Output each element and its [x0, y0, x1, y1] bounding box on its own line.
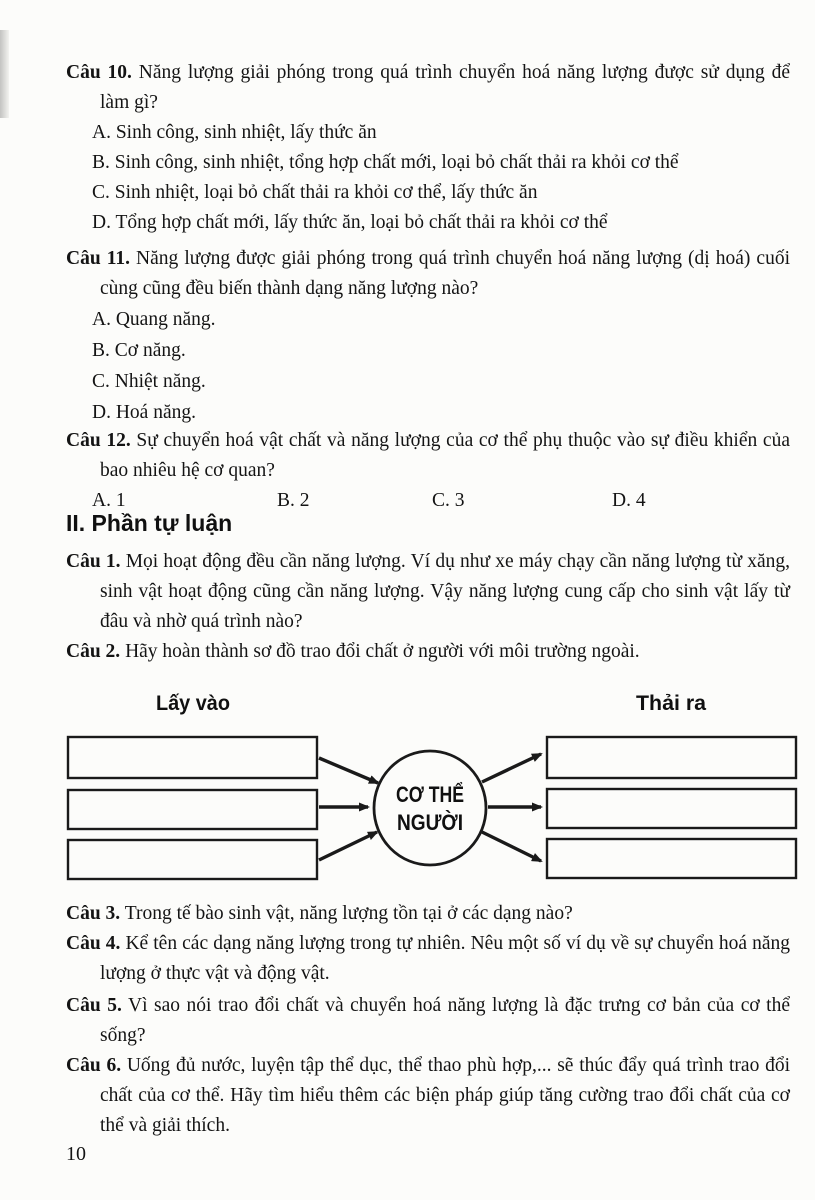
- question-essay-5: [66, 991, 790, 1051]
- arrow-intake-1: [319, 758, 378, 783]
- question-essay-3: [66, 899, 790, 929]
- scan-artifact: [0, 30, 9, 118]
- question-body: Sự chuyển hoá vật chất và năng lượng của cơ thể phụ thuộc vào sự điều khiển của bao nhiêu hệ cơ quan?: [100, 430, 790, 481]
- excrete-box-2: [547, 789, 796, 828]
- page-number: 10: [66, 1143, 86, 1165]
- question-text: [66, 426, 790, 486]
- excrete-box-1: [547, 737, 796, 778]
- question-cau-12: [66, 426, 790, 516]
- question-body: Năng lượng giải phóng trong quá trình chuyển hoá năng lượng được sử dụng để làm gì?: [100, 62, 790, 113]
- human-body-circle: [374, 751, 486, 865]
- option-list: [66, 118, 790, 238]
- question-text: [66, 899, 790, 929]
- excrete-label: Thải ra: [636, 691, 708, 715]
- question-label: Câu 4.: [66, 933, 121, 954]
- question-text: [66, 547, 790, 637]
- question-essay-4: [66, 929, 790, 989]
- option-b: B. 2: [277, 490, 310, 511]
- option-c: C. Nhiệt năng.: [92, 371, 206, 392]
- question-body: Vì sao nói trao đổi chất và chuyển hoá năng lượng là đặc trưng cơ bản của cơ thể sống?: [100, 995, 791, 1046]
- question-cau-11: [66, 244, 790, 428]
- question-label: Câu 6.: [66, 1055, 122, 1076]
- intake-box-1: [68, 737, 317, 778]
- human-body-label-line2: NGƯỜI: [397, 810, 463, 835]
- question-essay-6: [66, 1051, 790, 1141]
- question-text: [66, 58, 790, 118]
- option-list: [66, 304, 790, 428]
- question-text: [66, 244, 790, 304]
- question-essay-2: [66, 637, 790, 667]
- option-d: D. Hoá năng.: [92, 402, 196, 423]
- question-label: Câu 1.: [66, 551, 121, 572]
- option-c: C. 3: [432, 490, 465, 511]
- option-c: C. Sinh nhiệt, loại bỏ chất thải ra khỏi cơ thể, lấy thức ăn: [92, 182, 538, 203]
- question-text: [66, 929, 790, 989]
- intake-box-3: [68, 840, 317, 879]
- arrow-excrete-3: [482, 832, 541, 861]
- question-body: Mọi hoạt động đều cần năng lượng. Ví dụ như xe máy chạy cần năng lượng từ xăng, sinh vật hoạt động cũng cần năng lượng. Vậy năng lượng cung cấp cho sinh vật lấy từ đâu và nhờ quá trình nào?: [100, 551, 790, 632]
- question-label: Câu 11.: [66, 248, 131, 269]
- question-body: Hãy hoàn thành sơ đồ trao đổi chất ở người với môi trường ngoài.: [125, 641, 640, 662]
- question-essay-1: [66, 547, 790, 637]
- question-cau-10: [66, 58, 790, 238]
- question-label: Câu 2.: [66, 641, 121, 662]
- question-text: [66, 637, 790, 667]
- question-text: [66, 1051, 790, 1141]
- question-label: Câu 5.: [66, 995, 122, 1016]
- intake-box-2: [68, 790, 317, 829]
- option-d: D. 4: [612, 490, 646, 511]
- option-d: D. Tổng hợp chất mới, lấy thức ăn, loại bỏ chất thải ra khỏi cơ thể: [92, 212, 608, 233]
- option-b: B. Cơ năng.: [92, 340, 186, 361]
- section-title: II. Phần tự luận: [66, 510, 233, 536]
- section-heading: [66, 508, 790, 538]
- question-label: Câu 12.: [66, 430, 131, 451]
- option-a: A. Sinh công, sinh nhiệt, lấy thức ăn: [92, 122, 377, 143]
- arrow-intake-3: [319, 832, 377, 860]
- question-label: Câu 3.: [66, 903, 121, 924]
- question-body: Kể tên các dạng năng lượng trong tự nhiên. Nêu một số ví dụ về sự chuyển hoá năng lượng ở thực vật và động vật.: [100, 933, 790, 984]
- option-b: B. Sinh công, sinh nhiệt, tổng hợp chất mới, loại bỏ chất thải ra khỏi cơ thể: [92, 152, 679, 173]
- option-a: A. Quang năng.: [92, 309, 216, 330]
- option-a: A. 1: [92, 490, 126, 511]
- question-body: Năng lượng được giải phóng trong quá trình chuyển hoá năng lượng (dị hoá) cuối cùng cũng đều biến thành dạng năng lượng nào?: [100, 248, 790, 299]
- question-body: Uống đủ nước, luyện tập thể dục, thể thao phù hợp,... sẽ thúc đẩy quá trình trao đổi chất của cơ thể. Hãy tìm hiểu thêm các biện pháp giúp tăng cường trao đổi chất của cơ thể và giải thích.: [100, 1055, 790, 1136]
- question-body: Trong tế bào sinh vật, năng lượng tồn tại ở các dạng nào?: [124, 903, 573, 924]
- excrete-box-3: [547, 839, 796, 878]
- metabolism-diagram: [0, 680, 815, 892]
- question-label: Câu 10.: [66, 62, 132, 83]
- question-text: [66, 991, 790, 1051]
- intake-label: Lấy vào: [156, 691, 230, 715]
- arrow-excrete-1: [482, 754, 541, 782]
- human-body-label-line1: CƠ THỂ: [396, 782, 464, 807]
